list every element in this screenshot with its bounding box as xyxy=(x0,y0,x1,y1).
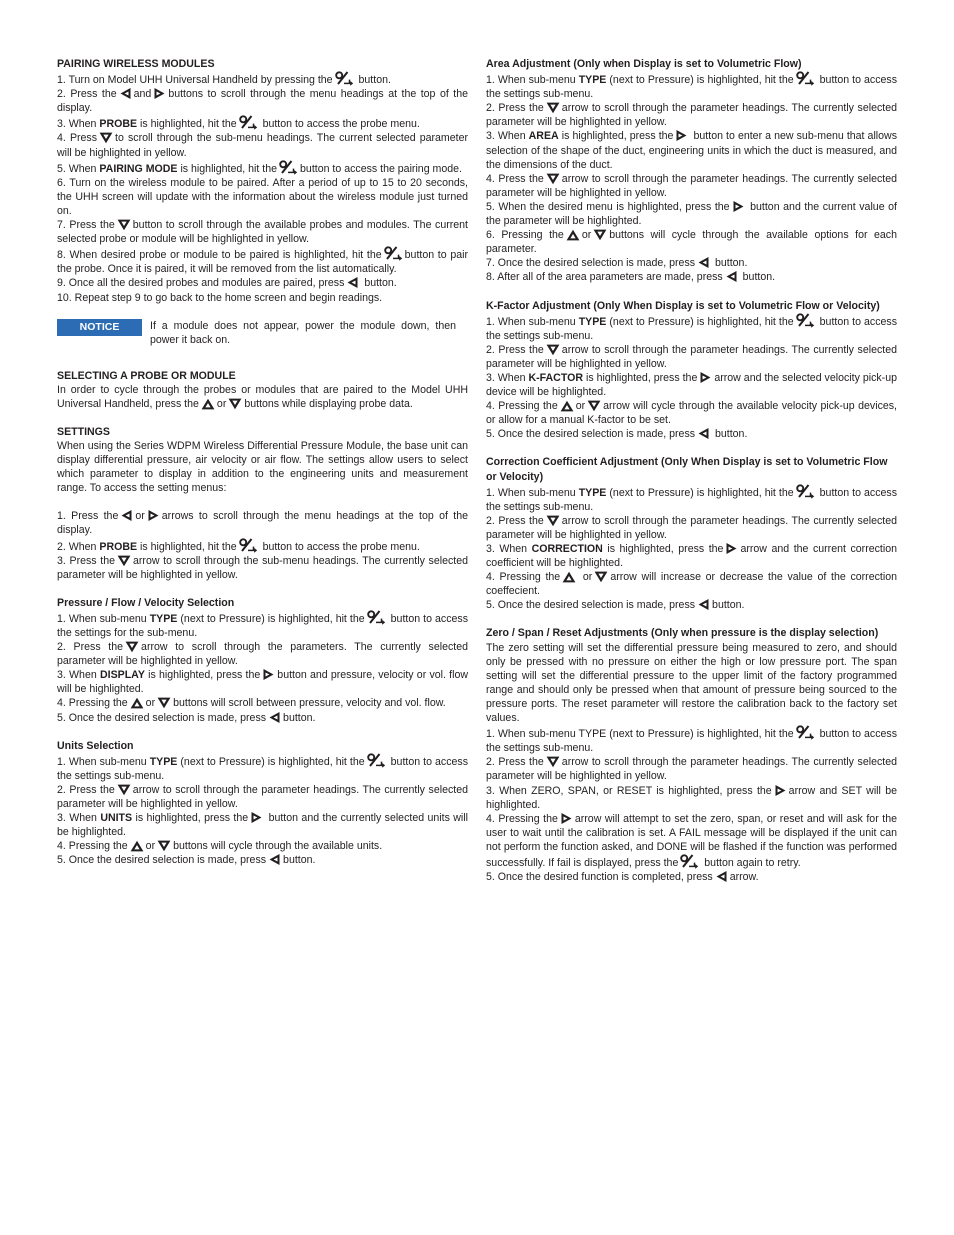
right-arrow-button-icon xyxy=(675,129,688,142)
step-text: 3. When xyxy=(486,130,529,143)
step-text: arrow to scroll through the parameter headings. The currently selected parameter will be highlighted in yellow. xyxy=(486,343,898,370)
left-arrow-button-icon xyxy=(268,853,281,866)
right-arrow-button-icon xyxy=(153,87,166,100)
step-text: 2. When xyxy=(57,540,100,553)
instruction-step xyxy=(486,343,897,371)
step-text: arrow and SET will be highlighted. xyxy=(486,784,897,811)
up-arrow-button-icon xyxy=(201,398,215,410)
step-text: arrow to scroll through the parameter headings. The currently selected parameter will be highlighted in yellow. xyxy=(57,783,469,811)
instruction-step xyxy=(57,383,468,411)
instruction-step xyxy=(486,427,897,441)
step-text: button. xyxy=(283,711,316,724)
step-text: or xyxy=(145,840,156,853)
menu-keyword: PAIRING MODE xyxy=(99,162,178,175)
down-arrow-button-icon xyxy=(587,400,601,412)
instruction-step xyxy=(486,129,897,171)
step-text: (next to Pressure) is highlighted, hit the xyxy=(606,315,794,328)
step-text: button. xyxy=(739,271,776,284)
down-arrow-button-icon xyxy=(546,102,560,114)
right-column xyxy=(486,57,897,898)
step-text: buttons while displaying probe data. xyxy=(244,397,413,410)
step-text: 4. Pressing the xyxy=(486,400,558,413)
instruction-step xyxy=(57,176,468,218)
step-text: is highlighted, press the xyxy=(583,371,698,384)
right-arrow-button-icon xyxy=(250,811,263,824)
section-correction xyxy=(486,455,897,612)
step-text: arrows to scroll through the menu headings at the top of the display. xyxy=(57,510,469,537)
step-text: 8. When desired probe or module to be paired is highlighted, hit the xyxy=(57,249,382,262)
step-text: button. xyxy=(712,428,748,441)
down-arrow-button-icon xyxy=(117,219,131,231)
left-arrow-button-icon xyxy=(725,270,738,283)
step-text: 5. Once the desired selection is made, press xyxy=(57,711,267,724)
step-text: arrow to scroll through the parameter headings. The currently selected parameter will be highlighted in yellow. xyxy=(486,756,898,783)
instruction-step xyxy=(486,71,897,101)
section-kfactor xyxy=(486,299,897,442)
step-text: arrow will increase or decrease the value of the correction coeffecient. xyxy=(486,571,897,598)
right-arrow-button-icon xyxy=(774,784,787,797)
instruction-step xyxy=(57,640,468,668)
right-arrow-button-icon xyxy=(262,668,275,681)
enter-button-icon xyxy=(367,610,386,625)
notice-callout xyxy=(57,319,468,349)
right-arrow-button-icon xyxy=(147,509,160,522)
down-arrow-button-icon xyxy=(157,697,171,709)
step-text: 6. Pressing the xyxy=(486,229,564,242)
step-text: is highlighted, press the xyxy=(132,812,249,825)
instruction-step xyxy=(486,200,897,228)
instruction-step xyxy=(486,784,897,812)
instruction-step xyxy=(486,725,897,755)
section-heading: Zero / Span / Reset Adjustments (Only when pressure is the display selection) xyxy=(486,627,879,640)
instruction-step xyxy=(57,509,468,537)
step-text: 5. Once the desired function is completed, press xyxy=(486,871,713,884)
step-text: arrow to scroll through the parameter headings. The currently selected parameter will be highlighted in yellow. xyxy=(486,514,898,541)
down-arrow-button-icon xyxy=(117,784,131,796)
instruction-step xyxy=(57,811,468,839)
step-text: 2. Press the xyxy=(486,756,544,769)
step-text: 8. After all of the area parameters are made, press xyxy=(486,271,723,284)
step-text: 7. Press the xyxy=(57,219,115,232)
instruction-step xyxy=(57,711,468,725)
instruction-step xyxy=(486,755,897,783)
step-text: (next to Pressure) is highlighted, hit the xyxy=(606,74,794,87)
step-text: button to access the pairing mode. xyxy=(300,162,462,175)
left-arrow-button-icon xyxy=(715,870,728,883)
step-text: (next to Pressure) is highlighted, hit the xyxy=(177,755,365,768)
step-text: arrow will attempt to set the zero, span, or reset and will ask for the user to wait until the calibration is set. A FAIL message will be displayed if the unit can not perform the function asked, and DONE will be flashed if the function was performed successfully. If fail is displayed, press the xyxy=(486,812,897,869)
step-text: buttons will scroll between pressure, velocity and vol. flow. xyxy=(173,697,446,710)
menu-keyword: TYPE xyxy=(578,74,607,87)
section-area xyxy=(486,57,897,285)
enter-button-icon xyxy=(239,115,258,130)
menu-keyword: TYPE xyxy=(149,755,178,768)
menu-keyword: PROBE xyxy=(99,540,138,553)
menu-keyword: TYPE xyxy=(149,612,178,625)
step-text: or xyxy=(145,697,156,710)
section-heading: PAIRING WIRELESS MODULES xyxy=(57,58,215,70)
instruction-step xyxy=(486,570,897,598)
step-text: is highlighted, hit the xyxy=(177,162,278,175)
section-pfv xyxy=(57,596,468,725)
step-text: button and the current value of the parameter will be highlighted. xyxy=(486,200,897,228)
step-text: 5. When xyxy=(57,162,100,175)
step-text: or xyxy=(575,400,586,413)
step-text: arrow to scroll through the parameter headings. The currently selected parameter will be highlighted in yellow. xyxy=(486,102,898,129)
instruction-step xyxy=(57,115,468,131)
right-arrow-button-icon xyxy=(732,200,745,213)
instruction-step xyxy=(486,484,897,514)
step-text: button. xyxy=(361,277,397,290)
instruction-step xyxy=(57,668,468,696)
down-arrow-button-icon xyxy=(593,229,607,241)
step-text: or xyxy=(581,229,592,242)
up-arrow-button-icon xyxy=(562,571,576,583)
instruction-step xyxy=(486,371,897,399)
enter-button-icon xyxy=(796,313,815,328)
step-text: 2. Press the xyxy=(57,641,124,654)
instruction-step xyxy=(57,276,468,290)
step-text: arrow will cycle through the available velocity pick-up devices, or allow for a manual K-factor to be set. xyxy=(486,400,897,427)
up-arrow-button-icon xyxy=(130,840,144,852)
step-text: is highlighted, hit the xyxy=(137,118,237,131)
step-text: button to access the settings for the sub-menu. xyxy=(57,612,468,639)
left-arrow-button-icon xyxy=(120,509,133,522)
enter-button-icon xyxy=(796,71,815,86)
instruction-step xyxy=(57,554,468,582)
step-text: button and the currently selected units will be highlighted. xyxy=(57,812,468,839)
down-arrow-button-icon xyxy=(228,398,242,410)
section-heading: Area Adjustment (Only when Display is set to Volumetric Flow) xyxy=(486,58,802,70)
section-heading: SELECTING A PROBE OR MODULE xyxy=(57,369,236,382)
step-text: buttons will cycle through the available units. xyxy=(173,840,383,853)
instruction-step xyxy=(57,753,468,783)
step-text: arrow and the selected velocity pick-up device will be highlighted. xyxy=(486,371,897,399)
step-text: button to pair the probe. Once it is paired, it will be removed from the list automatically. xyxy=(57,249,468,276)
down-arrow-button-icon xyxy=(99,132,113,144)
step-text: or xyxy=(135,510,145,523)
section-heading: Units Selection xyxy=(57,739,134,752)
left-arrow-button-icon xyxy=(697,598,710,611)
section-heading: SETTINGS xyxy=(57,425,110,438)
right-arrow-button-icon xyxy=(560,812,573,825)
step-text: arrow and the current correction coefficient will be highlighted. xyxy=(486,543,897,570)
instruction-step xyxy=(486,812,897,870)
down-arrow-button-icon xyxy=(546,515,560,527)
step-text: 3. When xyxy=(486,371,529,384)
left-arrow-button-icon xyxy=(697,427,710,440)
down-arrow-button-icon xyxy=(594,571,608,583)
step-text: 5. Once the desired selection is made, press xyxy=(57,854,267,867)
step-text: 2. Press the xyxy=(486,514,544,527)
notice-badge: NOTICE xyxy=(57,319,142,336)
step-text: 3. When xyxy=(57,118,100,131)
instruction-step xyxy=(57,439,468,495)
menu-keyword: DISPLAY xyxy=(99,669,145,682)
down-arrow-button-icon xyxy=(117,555,131,567)
instruction-step xyxy=(486,313,897,343)
up-arrow-button-icon xyxy=(130,697,144,709)
step-text: 1. When sub-menu TYPE (next to Pressure) is highlighted, hit the xyxy=(486,728,794,741)
step-text: 10. Repeat step 9 to go back to the home screen and begin readings. xyxy=(57,291,383,304)
step-text: button. xyxy=(712,599,745,612)
step-text: is highlighted, hit the xyxy=(137,540,237,553)
step-text: 1. Turn on Model UHH Universal Handheld by pressing the xyxy=(57,74,333,87)
enter-button-icon xyxy=(279,160,298,175)
menu-keyword: TYPE xyxy=(578,486,607,499)
step-text: 3. When xyxy=(57,812,101,825)
section-pairing xyxy=(57,57,468,305)
step-text: is highlighted, press the xyxy=(558,130,674,143)
step-text: button. xyxy=(712,257,748,270)
notice-text: If a module does not appear, power the module down, then power it back on. xyxy=(150,319,456,346)
step-text: buttons to scroll through the menu headings at the top of the display. xyxy=(57,88,468,115)
step-text: is highlighted, press the xyxy=(602,543,724,555)
step-text: 7. Once the desired selection is made, press xyxy=(486,257,696,270)
enter-button-icon xyxy=(796,484,815,499)
instruction-step xyxy=(57,291,468,305)
step-text: arrow to scroll through the parameter headings. The currently selected parameter will be highlighted in yellow. xyxy=(486,172,898,199)
right-arrow-button-icon xyxy=(725,542,738,555)
left-column xyxy=(57,57,468,882)
step-text: button to access the probe menu. xyxy=(259,118,420,131)
step-text: 3. When ZERO, SPAN, or RESET is highlighted, press the xyxy=(486,784,772,797)
instruction-step xyxy=(486,542,897,570)
step-text: (next to Pressure) is highlighted, hit the xyxy=(606,486,794,499)
enter-button-icon xyxy=(239,538,258,553)
step-text: 1. When sub-menu xyxy=(486,315,579,328)
step-text: is highlighted, press the xyxy=(144,669,261,682)
step-text: The zero setting will set the differential pressure being measured to zero, and should only be pressed with no pressure on either the high or low pressure port. The span setting will set the differential pressure to the upper limit of the factory programmed range and should only be pressed when that amount of pressure being sourced to the pressure ports. The reset parameter will restore the calibration back to the factory set values. xyxy=(486,641,897,725)
step-text: 2. Press the xyxy=(57,88,117,101)
step-text: 3. Press the xyxy=(57,554,115,567)
enter-button-icon xyxy=(796,725,815,740)
step-text: 4. Pressing the xyxy=(57,840,128,853)
step-text: 2. Press the xyxy=(57,783,115,796)
left-arrow-button-icon xyxy=(346,276,359,289)
down-arrow-button-icon xyxy=(546,173,560,185)
step-text: 5. Once the desired selection is made, press xyxy=(486,599,696,612)
menu-keyword: UNITS xyxy=(100,812,133,825)
instruction-step xyxy=(57,246,468,276)
step-text: 5. Once the desired selection is made, press xyxy=(486,428,696,441)
instruction-step xyxy=(486,514,897,542)
instruction-step xyxy=(486,256,897,270)
instruction-step xyxy=(57,783,468,811)
right-arrow-button-icon xyxy=(699,371,712,384)
step-text: 1. Press the xyxy=(57,510,119,523)
section-zero xyxy=(486,626,897,884)
step-text: 3. When xyxy=(486,543,532,555)
step-text: or xyxy=(578,571,593,584)
down-arrow-button-icon xyxy=(546,756,560,768)
step-text: 1. When sub-menu xyxy=(57,755,150,768)
step-text: 4. Pressing the xyxy=(486,812,558,825)
menu-keyword: AREA xyxy=(528,130,559,143)
step-text: 4. Press the xyxy=(486,172,544,185)
step-text: button to access the settings sub-menu. xyxy=(486,315,897,342)
menu-keyword: TYPE xyxy=(578,315,607,328)
menu-keyword: K-FACTOR xyxy=(528,371,583,384)
step-text: 6. Turn on the wireless module to be paired. After a period of up to 15 to 20 seconds, the UHH screen will update with the information about the wireless module just turned on. xyxy=(57,176,468,217)
down-arrow-button-icon xyxy=(157,840,171,852)
step-text: 2. Press the xyxy=(486,102,544,115)
section-heading: K-Factor Adjustment (Only When Display is set to Volumetric Flow or Velocity) xyxy=(486,299,880,312)
step-text: arrow to scroll through the parameters. The currently selected parameter will be highlighted in yellow. xyxy=(57,641,468,668)
step-text: buttons will cycle through the available options for each parameter. xyxy=(486,229,897,256)
step-text: button. xyxy=(355,74,391,87)
instruction-step xyxy=(57,853,468,867)
section-units xyxy=(57,739,468,868)
instruction-step xyxy=(57,160,468,176)
step-text: button to access the settings sub-menu. xyxy=(486,74,897,101)
step-text: button to access the settings sub-menu. xyxy=(486,486,897,513)
step-text: button to access the settings sub-menu. xyxy=(486,728,898,755)
instruction-step xyxy=(486,641,897,726)
menu-keyword: PROBE xyxy=(99,118,138,131)
step-text: button to access the settings sub-menu. xyxy=(57,755,468,782)
step-text: (next to Pressure) is highlighted, hit the xyxy=(177,612,365,625)
step-text: arrow. xyxy=(729,871,759,884)
instruction-step xyxy=(57,538,468,554)
menu-keyword: CORRECTION xyxy=(531,543,603,555)
enter-button-icon xyxy=(680,854,699,869)
section-selecting xyxy=(57,369,468,411)
step-text: In order to cycle through the probes or modules that are paired to the Model UHH Universal Handheld, press the xyxy=(57,383,468,410)
instruction-step xyxy=(486,101,897,129)
down-arrow-button-icon xyxy=(546,344,560,356)
instruction-step xyxy=(57,696,468,710)
down-arrow-button-icon xyxy=(125,641,139,653)
instruction-step xyxy=(57,610,468,640)
step-text: and xyxy=(133,88,152,101)
step-text: button. xyxy=(283,854,316,867)
step-text: 4. Press xyxy=(57,132,98,145)
step-text: 4. Pressing the xyxy=(486,571,561,584)
left-arrow-button-icon xyxy=(697,256,710,269)
step-text: button again to retry. xyxy=(701,856,801,869)
section-heading: Correction Coefficient Adjustment (Only When Display is set to Volumetric Flow or Velocity) xyxy=(486,456,888,483)
instruction-step xyxy=(486,270,897,284)
instruction-step xyxy=(57,839,468,853)
step-text: or xyxy=(216,397,227,410)
enter-button-icon xyxy=(335,71,354,86)
step-text: 2. Press the xyxy=(486,343,544,356)
step-text: 1. When sub-menu xyxy=(57,612,150,625)
instruction-step xyxy=(486,228,897,256)
instruction-step xyxy=(486,598,897,612)
step-text: arrow to scroll through the sub-menu headings. The currently selected parameter will be highlighted in yellow. xyxy=(57,554,468,581)
step-text: button to scroll through the available probes and modules. The current selected probe or module will be highlighted in yellow. xyxy=(57,219,468,246)
step-text: 1. When sub-menu xyxy=(486,74,579,87)
instruction-step xyxy=(57,71,468,87)
step-text: button to enter a new sub-menu that allows selection of the shape of the duct, engineering units in which the duct is measured, and the dimensions of the duct. xyxy=(486,130,897,171)
step-text: 4. Pressing the xyxy=(57,697,128,710)
instruction-step xyxy=(486,870,897,884)
left-arrow-button-icon xyxy=(268,711,281,724)
instruction-step xyxy=(57,87,468,115)
step-text: 1. When sub-menu xyxy=(486,486,579,499)
step-text: to scroll through the sub-menu headings. The current selected parameter will be highlighted in yellow. xyxy=(57,132,469,159)
up-arrow-button-icon xyxy=(566,229,580,241)
step-text: 5. When the desired menu is highlighted, press the xyxy=(486,200,730,213)
instruction-step xyxy=(57,218,468,246)
step-text: button and pressure, velocity or vol. flow will be highlighted. xyxy=(57,669,468,696)
instruction-step xyxy=(486,399,897,427)
left-arrow-button-icon xyxy=(119,87,132,100)
step-text: button to access the probe menu. xyxy=(259,540,420,553)
enter-button-icon xyxy=(384,246,403,261)
section-heading: Pressure / Flow / Velocity Selection xyxy=(57,596,235,609)
section-settings xyxy=(57,425,468,582)
step-text: 3. When xyxy=(57,669,100,682)
up-arrow-button-icon xyxy=(560,400,574,412)
instruction-step xyxy=(57,131,468,159)
instruction-step xyxy=(486,172,897,200)
step-text: When using the Series WDPM Wireless Differential Pressure Module, the base unit can display differential pressure, air velocity or air flow. The settings allow users to select which parameter to display in addition to the engineering units and measurement range. To access the setting menus: xyxy=(57,439,468,495)
enter-button-icon xyxy=(367,753,386,768)
step-text: 9. Once all the desired probes and modules are paired, press xyxy=(57,277,345,290)
